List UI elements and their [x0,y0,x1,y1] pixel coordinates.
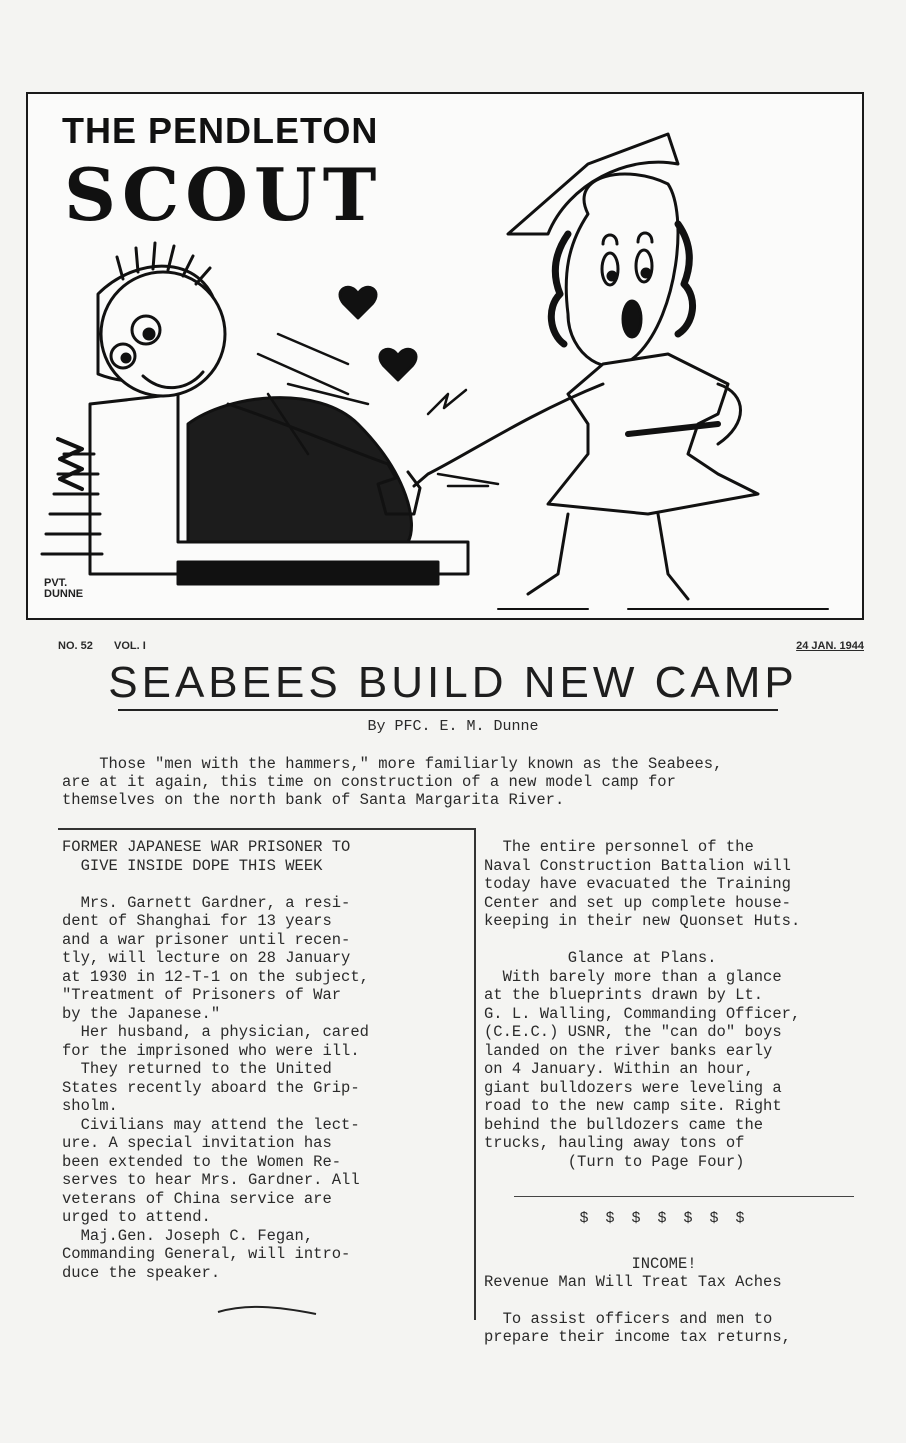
issue-number: NO. 52 [58,640,93,652]
cartoon-illustration [28,94,864,620]
issue-volume: VOL. I [114,640,146,652]
turn-rule [514,1196,854,1197]
lead-paragraph: Those "men with the hammers," more familiarly known as the Seabees, are at it again, this time on construction of a new model camp for themselves on the north bank of Santa Margarita River. [62,755,723,809]
income-body: To assist officers and men to prepare their income tax returns, [484,1309,791,1346]
byline: By PFC. E. M. Dunne [367,718,539,735]
masthead-title: THE PENDLETON [62,110,379,151]
income-headline: Revenue Man Will Treat Tax Aches [484,1273,782,1291]
artist-credit-line1: PVT. [44,577,68,589]
left-column-story: FORMER JAPANESE WAR PRISONER TO GIVE INSIDE DOPE THIS WEEK Mrs. Garnett Gardner, a resi- dent of Shanghai for 13 years and a war prisoner until recen- tly, will lecture on 28 January at 1930 in 12-T-1 on the subject, "Treatment of Prisoners of War by the Japanese." Her husband, a physician, cared for the imprisoned who were ill. They returned to the United States recently aboard the Grip- sholm. Civilians may attend the lect- ure. A special invitation has been extended to the Women Re- serves to hear Mrs. Gardner. All veterans of China service are urged to attend. Maj.Gen. Joseph C. Fegan, Commanding General, will intro- duce the speaker. [62,838,369,1282]
right-column-story: The entire personnel of the Naval Construction Battalion will today have evacuated the Training Center and set up complete house- keeping in their new Quonset Huts. Glance at Plans. With barely more than a glance at the blueprints drawn by Lt. G. L. Walling, Commanding Officer, (C.E.C.) USNR, the "can do" boys landed on the river banks early on 4 January. Within an hour, giant bulldozers were leveling a road to the new camp site. Right behind the bulldozers came the trucks, hauling away tons of (Turn to Page Four) [484,838,801,1171]
issue-info [30,636,868,654]
issue-date: 24 JAN. 1944 [796,640,864,652]
masthead-panel [26,92,864,620]
income-kicker: INCOME! [631,1254,697,1273]
artist-credit-line2: DUNNE [44,588,84,600]
masthead-scout: SCOUT [64,152,383,237]
dollar-divider: $ $ $ $ $ $ $ [579,1210,749,1227]
artist-credit [44,578,83,600]
headline-rule [118,709,778,711]
income-story [484,1236,902,1365]
headline: SEABEES BUILD NEW CAMP [108,658,798,707]
end-mark [216,1300,326,1320]
